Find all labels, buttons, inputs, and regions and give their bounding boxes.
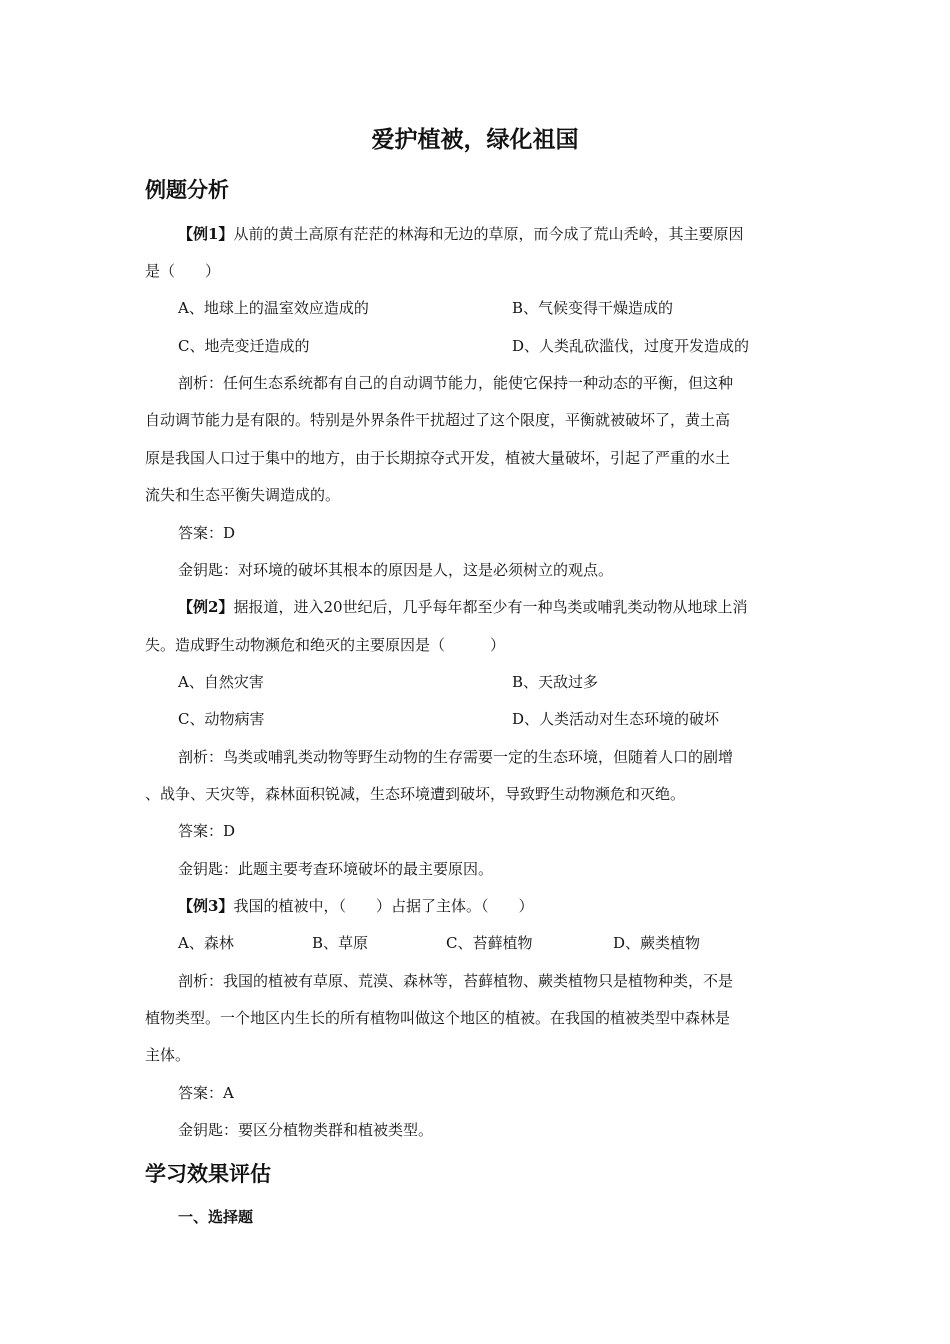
example2-question-line1 <box>178 595 748 619</box>
example2-option-d: D、人类活动对生态环境的破坏 <box>512 710 720 728</box>
page-title: 爱护植被，绿化祖国 <box>371 127 579 153</box>
example1-tag: 【例1】 <box>178 225 234 243</box>
example1-analysis-line1: 剖析：任何生态系统都有自己的自动调节能力，能使它保持一种动态的平衡，但这种 <box>178 374 734 392</box>
example2-question-text: 据报道，进入20世纪后，几乎每年都至少有一种鸟类或哺乳类动物从地球上消 <box>233 598 748 616</box>
example2-analysis-line1: 剖析：鸟类或哺乳类动物等野生动物的生存需要一定的生态环境，但随着人口的剧增 <box>178 748 734 766</box>
example2-option-c: C、动物病害 <box>178 710 265 728</box>
example3-question-text: 我国的植被中，（ ）占据了主体。（ ） <box>233 897 534 915</box>
example1-analysis-line4: 流失和生态平衡失调造成的。 <box>145 486 341 504</box>
example3-analysis-line1: 剖析：我国的植被有草原、荒漠、森林等，苔藓植物、蕨类植物只是植物种类，不是 <box>178 972 734 990</box>
example2-analysis-line2: 、战争、天灾等，森林面积锐减，生态环境遭到破坏，导致野生动物濒危和灭绝。 <box>145 785 686 803</box>
example3-analysis-line2: 植物类型。一个地区内生长的所有植物叫做这个地区的植被。在我国的植被类型中森林是 <box>145 1009 731 1027</box>
example3-answer: 答案：A <box>178 1084 234 1102</box>
example2-option-b: B、天敌过多 <box>512 673 599 691</box>
example1-question-line1 <box>178 222 743 246</box>
example2-option-a: A、自然灾害 <box>178 673 264 691</box>
example1-option-c: C、地壳变迁造成的 <box>178 337 310 355</box>
example1-question-text: 从前的黄土高原有茫茫的林海和无边的草原，而今成了荒山秃岭，其主要原因 <box>233 225 744 243</box>
example3-option-c: C、苔藓植物 <box>446 934 533 952</box>
section-heading-example-analysis: 例题分析 <box>145 178 229 202</box>
example1-option-d: D、人类乱砍滥伐，过度开发造成的 <box>512 337 750 355</box>
example3-option-b: B、草原 <box>312 934 369 952</box>
example3-analysis-line3: 主体。 <box>145 1046 191 1064</box>
example3-key: 金钥匙：要区分植物类群和植被类型。 <box>178 1121 434 1139</box>
example2-question-line2: 失。造成野生动物濒危和绝灭的主要原因是（ ） <box>145 636 506 654</box>
example3-question-line1 <box>178 894 533 918</box>
example1-option-a: A、地球上的温室效应造成的 <box>178 299 369 317</box>
example2-tag: 【例2】 <box>178 598 234 616</box>
example2-answer: 答案：D <box>178 822 236 840</box>
example1-analysis-line2: 自动调节能力是有限的。特别是外界条件干扰超过了这个限度，平衡就被破坏了，黄土高 <box>145 411 731 429</box>
example1-answer: 答案：D <box>178 524 236 542</box>
example2-key: 金钥匙：此题主要考查环境破坏的最主要原因。 <box>178 860 494 878</box>
subsection-heading-multiple-choice: 一、选择题 <box>178 1208 254 1226</box>
example1-analysis-line3: 原是我国人口过于集中的地方，由于长期掠夺式开发，植被大量破坏，引起了严重的水土 <box>145 449 731 467</box>
example3-option-a: A、森林 <box>178 934 234 952</box>
section-heading-learning-evaluation: 学习效果评估 <box>145 1162 271 1186</box>
example3-tag: 【例3】 <box>178 897 234 915</box>
example1-option-b: B、气候变得干燥造成的 <box>512 299 674 317</box>
example3-option-d: D、蕨类植物 <box>613 934 701 952</box>
example1-question-line2: 是（ ） <box>145 262 221 280</box>
example1-key: 金钥匙：对环境的破坏其根本的原因是人，这是必须树立的观点。 <box>178 561 614 579</box>
